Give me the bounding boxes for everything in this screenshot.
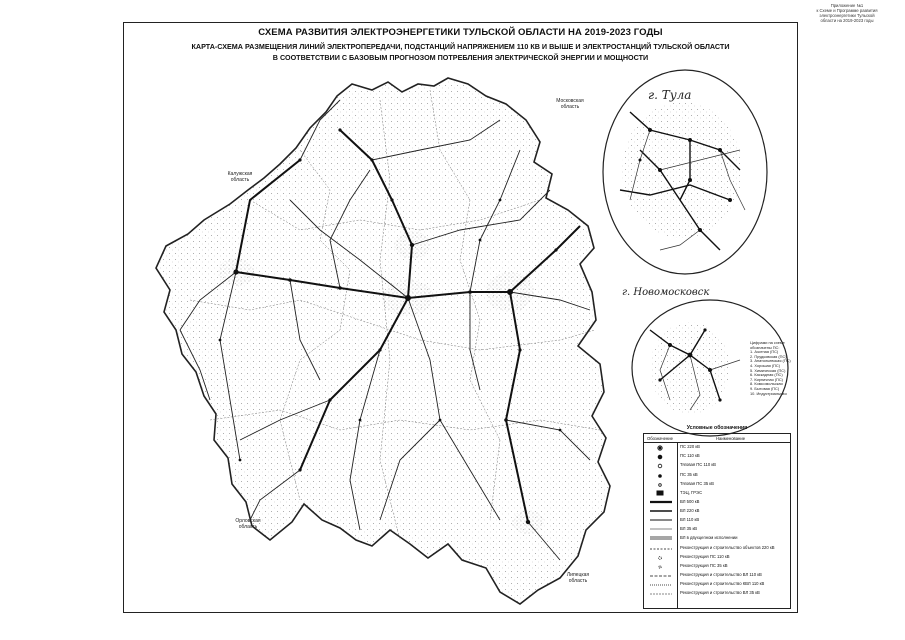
legend-row: ВЛ 35 кВ bbox=[680, 526, 698, 531]
map-subtitle-2: В СООТВЕТСТВИИ С БАЗОВЫМ ПРОГНОЗОМ ПОТРЕБЛЕНИЯ ЭЛЕКТРИЧЕСКОЙ ЭНЕРГИИ И МОЩНОСТИ bbox=[272, 53, 649, 62]
key-line: 6. Каскадная (ПС) bbox=[750, 372, 783, 378]
note-line: электроэнергетики Тульской bbox=[819, 13, 875, 18]
legend-symbol-column bbox=[644, 442, 678, 609]
legend-row: Реконструкция ПС 110 кВ bbox=[680, 554, 730, 559]
region-label-oryol: Орловская область bbox=[235, 518, 261, 530]
note-line: Приложение №1 bbox=[830, 3, 864, 8]
legend-row: ВЛ 110 кВ bbox=[680, 517, 700, 522]
key-line: 5. Химическая (ПС) bbox=[750, 367, 786, 373]
legend-col-symbol: Обозначение bbox=[647, 435, 673, 441]
key-line: 3. Анатольевская (ПС) bbox=[750, 358, 791, 364]
key-line: 2. Прудковская (ПС) bbox=[750, 353, 787, 359]
key-line: 1. Азотная (ПС) bbox=[750, 349, 779, 355]
novomoskovsk-key bbox=[750, 341, 800, 396]
legend-row: ВЛ 220 кВ bbox=[680, 508, 700, 513]
inset-label-novomoskovsk: г. Новомосковск bbox=[622, 287, 710, 298]
key-line: 4. Хорошая (ПС) bbox=[750, 362, 781, 368]
legend-row: Реконструкция и строительство ВЛ 35 кВ bbox=[680, 590, 760, 595]
key-line: 9. Бытовая (ПС) bbox=[750, 385, 780, 391]
legend-row: Реконструкция и строительство объектов 220 кВ bbox=[680, 545, 775, 550]
legend-table bbox=[643, 433, 791, 609]
note-line: области на 2019-2023 годы bbox=[820, 18, 874, 23]
legend-row: Реконструкция ПС 35 кВ bbox=[680, 563, 728, 568]
legend-row: Реконструкция и строительство ВЛ 110 кВ bbox=[680, 572, 762, 577]
legend-title: Условные обозначения bbox=[686, 425, 748, 431]
legend-row: Реконструкция и строительство КВЛ 110 кВ bbox=[680, 581, 765, 586]
region-label-kaluga: Калужская область bbox=[227, 171, 253, 183]
legend-col-name: Наименование bbox=[716, 435, 746, 441]
inset-label-tula: г. Тула bbox=[648, 88, 692, 102]
legend-row: ВЛ в двухцепном исполнении bbox=[680, 535, 738, 540]
map-title: СХЕМА РАЗВИТИЯ ЭЛЕКТРОЭНЕРГЕТИКИ ТУЛЬСКОЙ ОБЛАСТИ НА 2019-2023 ГОДЫ bbox=[258, 27, 663, 38]
region-label-moscow: Московская область bbox=[556, 98, 584, 110]
key-line: Цифрами на схеме обозначены ПС: bbox=[750, 340, 785, 350]
legend-row: Тяговая ПС 35 кВ bbox=[680, 481, 714, 486]
legend-row: ПС 35 кВ bbox=[680, 472, 698, 477]
map-subtitle-1: КАРТА-СХЕМА РАЗМЕЩЕНИЯ ЛИНИЙ ЭЛЕКТРОПЕРЕДАЧИ, ПОДСТАНЦИЙ НАПРЯЖЕНИЕМ 110 КВ И ВЫШЕ И ЭЛЕКТРОСТАНЦИЙ ТУЛЬСКОЙ ОБЛАСТИ bbox=[191, 42, 730, 51]
legend-row: Тяговая ПС 110 кВ bbox=[680, 462, 716, 467]
legend-row: ПС 110 кВ bbox=[680, 453, 700, 458]
key-line: 8. Комсомольская bbox=[750, 381, 783, 387]
legend-row: ПС 220 кВ bbox=[680, 444, 700, 449]
key-line: 7. Кирпичная (ПС) bbox=[750, 376, 783, 382]
note-line: к Схеме и Программе развития bbox=[816, 8, 878, 13]
legend-row: ВЛ 500 кВ bbox=[680, 499, 700, 504]
key-line: 10. Индустриальная bbox=[750, 390, 787, 396]
region-label-lipetsk: Липецкая область bbox=[566, 572, 590, 584]
legend-row: ТЭЦ, ГРЭС bbox=[680, 490, 703, 495]
